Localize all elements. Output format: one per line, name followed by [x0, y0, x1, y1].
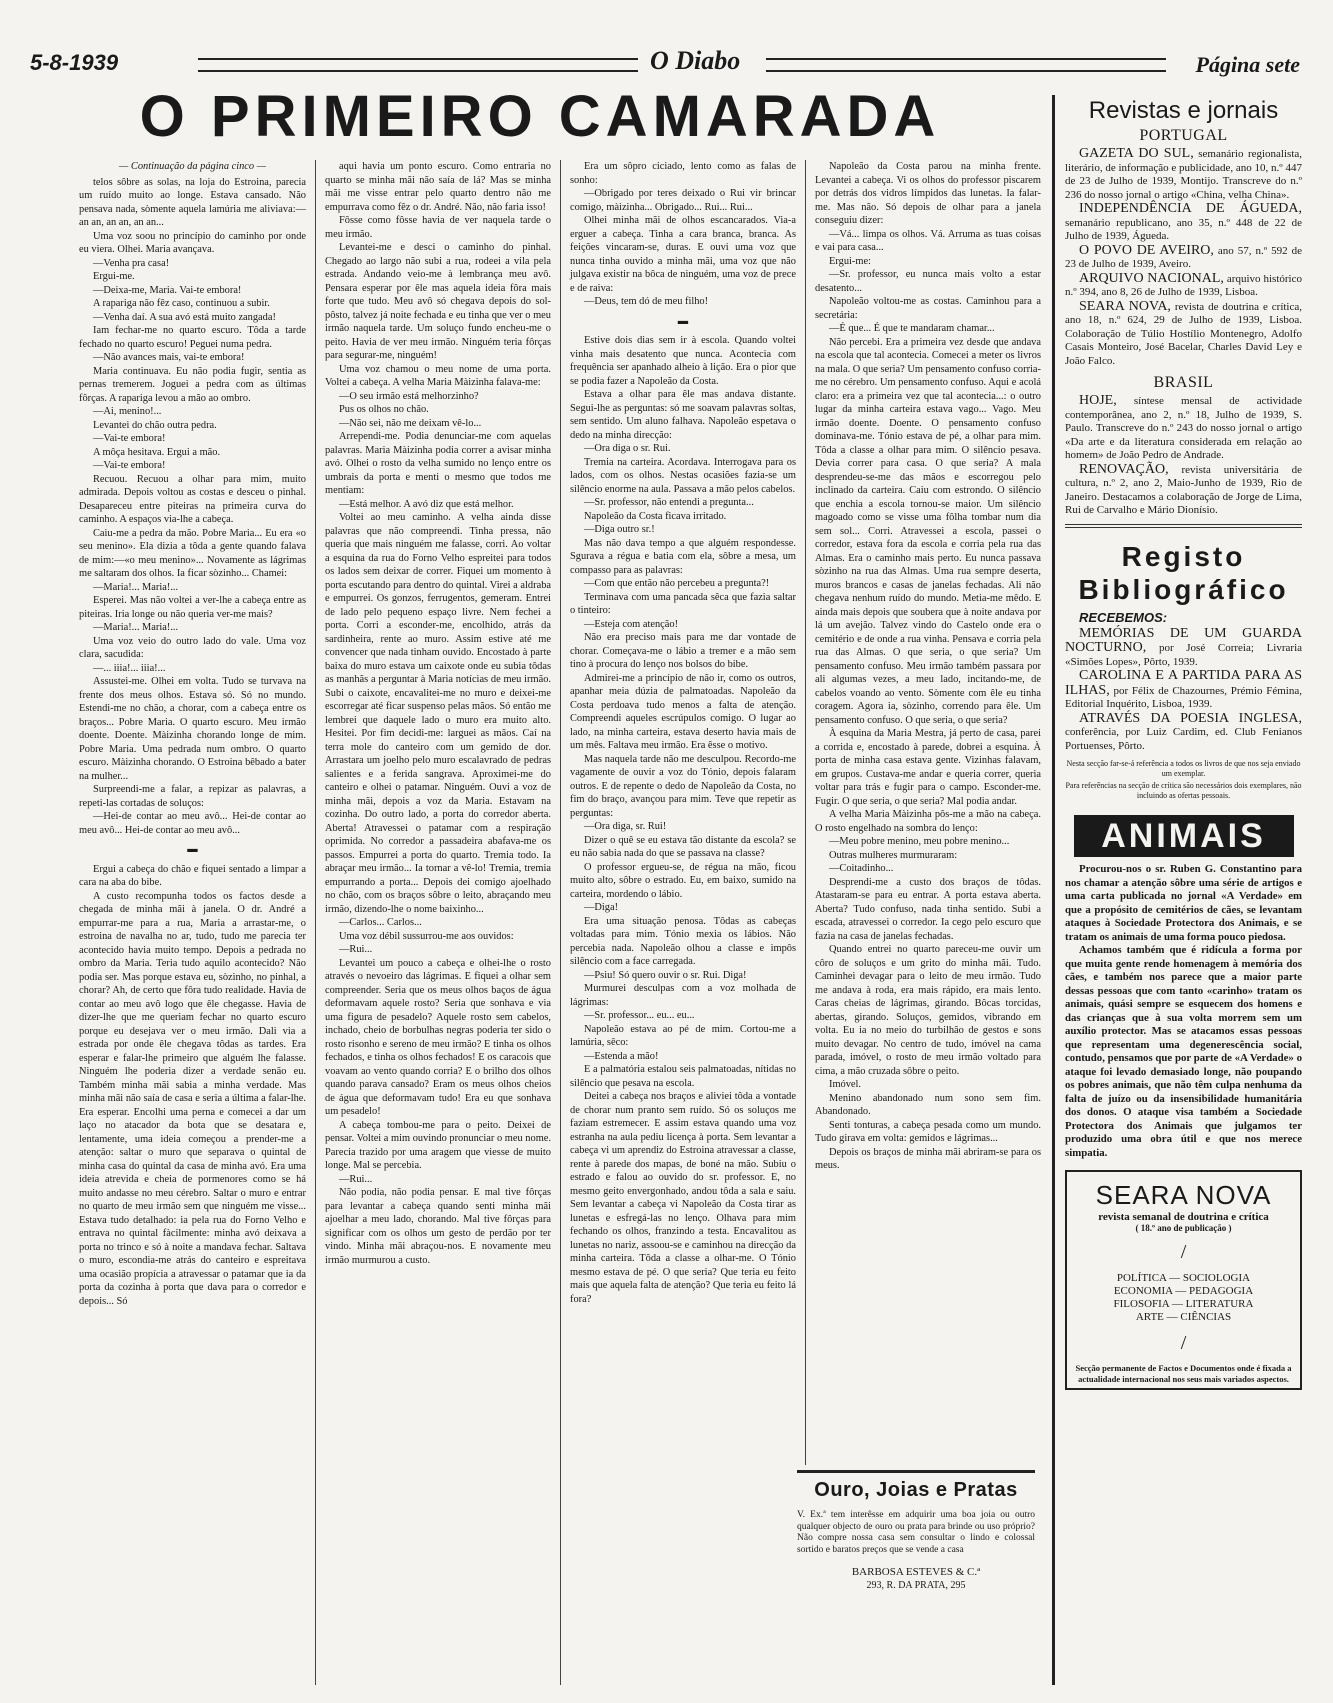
portugal-entries — [1065, 147, 1302, 368]
article-paragraph: Levantei do chão outra pedra. — [93, 419, 217, 431]
periodical-details: semanário republicano, ano 35, n.º 448 de 22 de Julho de 1939, Águeda. — [1065, 216, 1302, 242]
article-paragraph: —Hei-de contar ao meu avô... Hei-de contar ao meu avô... Hei-de contar ao meu avô... — [79, 811, 306, 836]
article-paragraph: —Meu pobre menino, meu pobre menino... — [829, 836, 1010, 847]
article-paragraph: Napoleão estava ao pé de mim. Cortou-me a lamúria, sêco: — [570, 1023, 796, 1048]
book-entry — [1065, 669, 1302, 712]
article-paragraph: Uma voz chamou o meu nome de uma porta. Voltei a cabeça. A velha Maria Màizinha falava-me: — [325, 363, 551, 388]
book-list — [1065, 627, 1302, 754]
article-paragraph: Quando entrei no quarto pareceu-me ouvir um côro de soluços e um grito do minha mãi. Tudo. Caminhei devagar para o leito de meu irmão. Tudo me andava à roda, era mais rápido, era mais lento. Caras cheias de lágrimas, girando. Bôcas torcidas, abertas, girando. Soluços, gemidos, vibrando em volta. Eu ia no meio do turbilhão de gestos e sons muito devagar. No centro de tudo, imóvel na cama parada, imóvel, o rosto de meu irmão voltado para cima, a mão cruzada sôbre o peito. — [815, 944, 1041, 1077]
article-paragraph: —Estenda a mão! — [584, 1050, 659, 1062]
animais-paragraph: Achamos também que é ridícula a forma por que muita gente rende homenagem à memória dos cães, e também nos parece que a maior parte dessas pessoas que com tanto «carinho» tratam os animais, quási sempre se esquecem dos homens e das crianças que à sua volta morrem sem um auxílio protector. Mas se atacamos essas pessoas que representam uma degenerescência social, contudo, pensamos que por parte de «A Verdade» o ataque foi levado demasiado longe, não poupando os pobres animais, que não têm culpa nenhuma da falta de juízo ou da insensibilidade humanitária dos donos. O ataque visa também a Sociedade Protectora dos Animais que julgamos ter produzido uma obra útil e que nos merece simpatia. — [1065, 944, 1302, 1159]
masthead-rule-right — [766, 58, 1166, 72]
periodical-details: arquivo histórico n.º 394, ano 8, 26 de Julho de 1939, Lisboa. — [1065, 272, 1302, 298]
article-paragraph: —Rui... — [339, 944, 373, 955]
book-title: CAROLINA E A PARTIDA PARA AS ILHAS, — [1065, 668, 1302, 698]
article-paragraph: —É que... É que te mandaram chamar... — [829, 323, 995, 334]
periodical-entry — [1065, 202, 1302, 244]
periodical-name: RENOVAÇÃO, — [1079, 461, 1169, 477]
sidebar-title: Revistas e jornais — [1088, 97, 1279, 124]
note-2: Para referências na secção de crítica são necessários dois exemplares, não incluindo as ofertas pessoais. — [1065, 781, 1302, 800]
country-portugal: PORTUGAL — [1139, 127, 1228, 144]
article-paragraph: —Deus, tem dó de meu filho! — [584, 296, 709, 307]
article-body — [70, 160, 1050, 1685]
article-paragraph: Não percebi. Era a primeira vez desde que andava na escola que tal acontecia. Comecei a meter os livros na mala. O que seria? Um pensamento confuso corria-me no cérebro. Um pensamento confuso. Aqui e acolá claro: era a primeira vez que tal acontecia...: o outro lugar da minha carteira estava vago... Vago. Meu irmão doente. Doente. O pensamento confuso dominava-me. Tónio estava de pé, a olhar para mim. Tôda a classe a olhar para mim. O silêncio pesava. Devia correr para casa. O que seria? A mala desprendeu-se-me das mãos e escorregou pelo inclinado da carteira. Caiu com estrondo. O silêncio que enchia a escola tornou-se maior. Um silêncio magoado como se visse uma fôlha tombar num dia sem sol... Corri. Atravessei a escola, passei o corredor, estava fora da escola e corria pela rua das Almas. Era o caminho mais perto. Eu nunca passava sòzinho na rua das Almas. Uma rua sempre deserta, muros brancos e casas de janelas fechadas. Ali não chegava nenhum ruído do mundo. Metia-me mêdo. E ainda mais depois que soubera que à noite andava por lá um avejão. Talvez vindo do Castelo onde era o cemitério e de onde a rua vinha. Pensava e corria pela rua das Almas. O que seria, o que seria? Um pensamento confuso. Meu irmão também passara por ali algumas vezes, a meu lado, incitando-me, de cabelos voando ao vento. Sòmente com êle eu tinha coragem. Agora ia, sòzinho, correndo para êle. Um pensamento confuso. O que seria, o que seria? — [815, 336, 1041, 726]
periodical-entry — [1065, 272, 1302, 300]
article-paragraph: —Deixa-me, Maria. Vai-te embora! — [93, 284, 242, 296]
article-paragraph: —... iiia!... iiia!... — [93, 662, 166, 674]
article-paragraph: —Esteja com atenção! — [584, 618, 679, 630]
masthead — [30, 46, 1300, 80]
newspaper-name: O Diabo — [650, 46, 741, 75]
registo-line-2: Bibliográfico — [1078, 573, 1289, 605]
periodical-name: GAZETA DO SUL, — [1079, 146, 1194, 161]
article-paragraph: Estava a olhar para êle mas andava distante. Segui-lhe as perguntas: só me soavam palavras soltas, sem sentido. Um aluno falhava. Napoleão espetava o dedo na minha direcção: — [570, 389, 796, 441]
article-paragraph: Ergui a cabeça do chão e fiquei sentado a limpar a cara na aba do bibe. — [79, 863, 306, 888]
article-paragraph: Fôsse como fôsse havia de ver naquela tarde o meu irmão. — [325, 215, 551, 240]
article-paragraph: —Maria!... Maria!... — [93, 581, 179, 593]
article-paragraph: O professor ergueu-se, de régua na mão, ficou muito alto, sôbre o estrado. Eu, em baixo, sumido na carteira, mordendo o lábio. — [570, 861, 796, 900]
article-paragraph: Depois os braços de minha mãi abriram-se para os meus. — [815, 1146, 1041, 1171]
article-paragraph: Era uma situação penosa. Tôdas as cabeças voltadas para mim. Tónio mexia os lábios. Não percebia nada. Napoleão olhou a classe e impôs silêncio com a face carregada. — [570, 915, 796, 967]
periodical-details: síntese mensal de actividade contemporânea, ano 2, n.º 18, Julho de 1939, S. Paulo. Transcreve do n.º 243 do nosso jornal o artigo «Da arte e da literatura considerada em relação ao homem» de João Pedro de Andrade. — [1065, 395, 1303, 461]
periodical-entry — [1065, 463, 1302, 518]
seara-subject: ARTE — CIÊNCIAS — [1135, 1311, 1232, 1323]
article-paragraph: Desprendi-me a custo dos braços de tôdas. Atastaram-se para eu entrar. A porta estava aberta. Aberta? Tudo confuso, nada tinha sentido. Subi a escada, atravessei o corredor. Ia cego pelo escuro que fazia na casa de janelas fechadas. — [815, 876, 1041, 942]
article-paragraph: —Vai-te embora! — [93, 433, 166, 444]
article-paragraph: Murmurei desculpas com a voz molhada de lágrimas: — [570, 983, 796, 1008]
article-paragraph: —O seu irmão está melhorzinho? — [339, 390, 479, 402]
book-entry — [1065, 627, 1302, 670]
article-paragraph: A rapariga não fêz caso, continuou a subir. — [93, 298, 270, 309]
article-column-1 — [70, 160, 315, 1685]
ad-title: Ouro, Joias e Pratas — [814, 1479, 1018, 1501]
seara-title: SEARA NOVA — [1095, 1180, 1272, 1210]
article-paragraph: Uma voz veio do outro lado do vale. Uma voz clara, sacudida: — [79, 635, 306, 660]
article-paragraph: Outras mulheres murmuraram: — [829, 849, 958, 861]
article-paragraph: Pus os olhos no chão. — [339, 404, 429, 415]
seara-subject: FILOSOFIA — LITERATURA — [1113, 1298, 1254, 1310]
article-paragraph: Ergui-me. — [93, 271, 135, 282]
article-paragraph: Assustei-me. Olhei em volta. Tudo se turvava na frente dos meus olhos. Estava só. Só no mundo. Estendi-me no chão, a chorar, com a cabeça entre os braços... Pobre Maria. O quarto escuro. Meu irmão doente. Doente. Màizinha chorando longe de mim. Pobre Maria. Uma pedrada num ombro. O quarto escuro. Màizinha chorando. O Estroina bêbado a bater na mulher... — [79, 676, 306, 782]
periodical-name: SEARA NOVA, — [1079, 298, 1171, 314]
seara-footer: Secção permanente de Factos e Documentos onde é fixada a actualidade internacional nos seus mais variados aspectos. — [1075, 1363, 1292, 1384]
article-paragraph: —Sr. professor, eu nunca mais volto a estar desatento... — [815, 269, 1041, 294]
article-paragraph: —Sr. professor... eu... eu... — [584, 1010, 695, 1021]
article-paragraph: E a palmatória estalou seis palmatoadas, nítidas no silêncio que pesava na escola. — [570, 1064, 796, 1089]
article-paragraph: A velha Maria Màizinha pôs-me a mão na cabeça. O rosto engelhado na sombra do lenço: — [815, 809, 1041, 834]
ad-body: V. Ex.ª tem interêsse em adquirir uma boa joia ou outro qualquer objecto de ouro ou prata para brinde ou uso próprio? Não compre nossa casa sem consultar o lindo e colossal sortido e baratos preços que se vende a casa — [797, 1510, 1035, 1555]
article-paragraph: Mas naquela tarde não me desculpou. Recordo-me vagamente de ouvir a voz do Tónio, depois falaram outros. E de repente o dedo de Napoleão da Costa, no fim do braço, avançou para mim. Teve que repetir as perguntas: — [570, 753, 796, 819]
periodical-name: HOJE, — [1079, 393, 1117, 408]
seara-nova-ad — [1065, 1170, 1302, 1390]
divider — [1065, 524, 1302, 528]
seara-subtitle: revista semanal de doutrina e crítica — [1098, 1211, 1269, 1223]
seara-year: ( 18.º ano de publicação ) — [1135, 1223, 1232, 1233]
article-paragraph: Tremia na carteira. Acordava. Interrogava para os lados, com os olhos. Nestas ocasiões fazia-se um silêncio enorme na aula. Passava a mão pelos cabelos. — [570, 456, 796, 495]
note-1: Nesta secção far-se-á referência a todos os livros de que nos seja enviado um exemplar. — [1066, 759, 1301, 778]
periodical-entry — [1065, 394, 1302, 463]
article-paragraph: Napoleão voltou-me as costas. Caminhou para a secretária: — [815, 296, 1041, 321]
periodical-entry — [1065, 244, 1302, 272]
book-details: por Félix de Chazournes, Prémio Fémina, Editorial Inquérito, Lisboa, 1939. — [1065, 684, 1302, 710]
article-paragraph: A cabeça tombou-me para o peito. Deixei de pensar. Voltei a mim ouvindo pronunciar o meu nome. Parecia trazido por uma aragem que viesse de muito longe. Mal se percebia. — [325, 1119, 551, 1171]
article-paragraph: Não podia, não podia pensar. E mal tive fôrças para levantar a cabeça quando senti minha mãi ajoelhar a meu lado, chorando. Mal tive fôrças para significar com os olhos um gesto de perdão por ter vindo. Minha mãi abraçou-nos. E novamente meu irmão murmurou a custo. — [325, 1187, 551, 1266]
article-paragraph: Admirei-me a princípio de não ir, como os outros, apanhar meia dúzia de palmatoadas. Napoleão da Costa perdoava tudo menos a falta de atenção. Compreendi aqueles escrúpulos comigo. O lugar ao lado, na minha carteira, estava deserto havia mais de um mês. Faltava meu irmão. Era êsse o motivo. — [570, 672, 796, 751]
article-paragraph: —Coitadinho... — [829, 863, 894, 874]
article-paragraph: Napoleão da Costa parou na minha frente. Levantei a cabeça. Vi os olhos do professor piscarem por detrás dos vidros límpidos das lunetas. Ia falar-me. Mas não. Só depois de olhar para a janela conseguiu dizer: — [815, 161, 1041, 226]
article-paragraph: Terminava com uma pancada sêca que fazia saltar o tinteiro: — [570, 591, 796, 616]
animais-title: ANIMAIS — [1074, 815, 1294, 857]
article-paragraph: —Não avances mais, vai-te embora! — [93, 352, 245, 363]
periodical-details: revista universitária de cultura, n.º 2, ano 2, Maio-Junho de 1939, Rio de Janeiro. Destacamos a colaboração de Jorge de Lima, Rui de Carvalho e Mário Dionísio. — [1065, 463, 1302, 516]
article-paragraph: Levantei um pouco a cabeça e olhei-lhe o rosto através o nevoeiro das lágrimas. E fiquei a olhar sem compreender. Seria que os meus olhos baços de água deformavam aquele rosto? Seria que sonhava e via uma figura de pesadelo? Aquele rosto sem cabelos, inchado, cheio de borbulhas negras poderia ter sido o rosto risonho e sereno de meu irmão? E tinha os olhos fechados, e tinha os olhos fechados! E os caracois que voavam ao vento quando corria? E o brilho dos olhos quando parava cansado? Eram os meus olhos cheios de água que deformavam tudo! Era eu que sonhava um pesadelo! — [325, 957, 551, 1117]
country-brasil: BRASIL — [1153, 374, 1214, 391]
animais-paragraph: Procurou-nos o sr. Ruben G. Constantino para nos chamar a atenção sôbre uma série de artigos e uma carta publicada no jornal «A Verdade» em que a propósito de cemitérios de cães, se levantam ataques à Sociedade Protectora dos Animais, e se tratam os animais de uma forma pouco piedosa. — [1065, 863, 1302, 943]
registo-heading — [1065, 540, 1302, 606]
article-paragraph: À esquina da Maria Mestra, já perto de casa, parei a corrida e, encostado à parede, dobrei a esquina. À porta de minha casa estava gente. Vizinhas falavam, em grupos. Custava-me andar e queria correr, queria voltar para trás e fugir para o campo. Esconder-me. Fugir. O que seria, o que seria? Mal podia andar. — [815, 728, 1041, 807]
ad-signature: BARBOSA ESTEVES & C.ª — [851, 1566, 981, 1578]
seara-slash: / — [1180, 1332, 1187, 1354]
article-paragraph: telos sôbre as solas, na loja do Estroina, parecia um ruído muito ao longe. Estava cansado. Não pensava nada, sòmente aquela lamúria me aliviava:—an an, an an, an an... — [79, 176, 306, 228]
article-paragraph: Voltei ao meu caminho. A velha ainda disse palavras que não compreendi. Tinha pressa, não queria que mais ninguém me falasse, corri. Ao voltar a esquina da rua do Forno Velho espreitei para todos os lados sem deixar de correr. Fiquei um momento à porta escutando para dentro do quintal. Virei a aldraba e empurrei. Os gonzos, ferrugentos, gemeram. Entrei de lado pelo pequeno espaço livre. Nem fechei a porta. Corri a esconder-me, encolhido, atrás da sardinheira, rente ao muro. Assim estive até me convencer que nada tinham ouvido. Encostado à parte baixa do muro estava um caixote onde eu subia tôdas as manhãs a perguntar à Maria notícias de meu irmão. Subi o caixote, encavalitei-me no muro e deixei-me escorregar até ficar suspenso pelas mãos. Só então me lembrei que daquele lado o muro era muito alto. Hesitei. Por fim decidi-me: larguei as mãos. Caí na terra mole do canteiro com um gemido de dor. Arrastara um joelho pelo muro escalavrado de pedras salientes e a ferida sangrava. Aproximei-me do canteiro e olhei o patamar. Ninguém. Ouvi a voz de minha mãi, depois a voz da Maria. Estavam na cozinha. Do outro lado, a porta do corredor aberta. Aberta! Atravessei o patamar com a respiração oprimida. No corredor a passadeira abafava-me os passos. Empurrei a porta do quarto. Tremia todo. Ia abraçar meu irmão... Ia tornar a vê-lo! Tremia, tremia empurrando a porta... Depois dei comigo ajoelhado no chão, com os braços sôbre o leito, abraçando meu irmão, dizendo-lhe o nome baixinho... — [325, 512, 551, 915]
article-paragraph: —Obrigado por teres deixado o Rui vir brincar comigo, màizinha... Obrigado... Rui... Rui... — [570, 188, 796, 213]
periodical-entry — [1065, 147, 1302, 202]
periodical-name: O POVO DE AVEIRO, — [1079, 242, 1214, 258]
seara-subject: POLÍTICA — SOCIOLOGIA — [1116, 1272, 1251, 1284]
article-paragraph: A môça hesitava. Ergui a mão. — [93, 446, 221, 458]
article-paragraph: —Com que então não percebeu a pregunta?! — [584, 578, 770, 589]
book-details: conferência, por Luiz Cardim, ed. Club Fenianos Portuenses, Pôrto. — [1065, 726, 1302, 752]
animais-text — [1065, 863, 1302, 1160]
issue-date: 5-8-1939 — [30, 50, 119, 75]
article-paragraph: aqui havia um ponto escuro. Como entraria no quarto se minha mãi não saía de lá? Mas se minha mãi me visse entrar pelo quarto dentro não me empurrava como fêz o dr. André. Não, não faria isso! — [325, 161, 551, 213]
seara-subject: ECONOMIA — PEDAGOGIA — [1113, 1285, 1254, 1297]
article-paragraph: Era um sôpro ciciado, lento como as falas de sonho: — [570, 161, 796, 186]
article-paragraph: —Ora diga, sr. Rui! — [584, 821, 667, 832]
article-paragraph: —Está melhor. A avó diz que está melhor. — [339, 498, 514, 510]
ad-address: 293, R. DA PRATA, 295 — [866, 1580, 966, 1591]
article-paragraph: Iam fechar-me no quarto escuro. Tôda a tarde fechado no quarto escuro! Peguei numa pedra. — [79, 325, 306, 350]
article-paragraph: —Psiu! Só quero ouvir o sr. Rui. Diga! — [584, 969, 747, 981]
article-paragraph: Dizer o quê se eu estava tão distante da escola? se eu não sabia nada do que se passava na classe? — [570, 834, 796, 859]
article-column-2 — [315, 160, 560, 1685]
article-paragraph: —Ora diga o sr. Rui. — [584, 443, 671, 454]
article-paragraph: Maria continuava. Eu não podia fugir, sentia as pernas tremerem. Joguei a pedra com as últimas fôrças. A rapariga levou a mão ao ombro. — [79, 365, 306, 404]
article-column-3 — [560, 160, 805, 1685]
article-paragraph: Uma voz soou no princípio do caminho por onde eu viera. Olhei. Maria avançava. — [79, 230, 306, 255]
article-paragraph: Caiu-me a pedra da mão. Pobre Maria... Eu era «o seu menino». Ela dizia a tôda a gente quando falava de mim:—«o meu menino»... Novamente as lágrimas me saltaram dos olhos. Ia ficar sòzinho... Chamei: — [79, 527, 306, 579]
article-paragraph: Mas não dava tempo a que alguém respondesse. Sgurava a régua e batia com ela, sôbre a mesa, um compasso para as palavras: — [570, 537, 796, 576]
book-details: por José Correia; Livraria «Simões Lopes», Pôrto, 1939. — [1065, 642, 1303, 668]
article-paragraph: —Não sei, não me deixam vê-lo... — [339, 417, 482, 429]
article-paragraph: —Diga! — [584, 902, 619, 913]
article-paragraph: Ergui-me: — [829, 255, 871, 267]
brasil-entries — [1065, 394, 1302, 518]
periodical-details: ano 57, n.º 592 de 23 de Julho de 1939, Aveiro. — [1065, 244, 1302, 270]
periodical-name: INDEPENDÊNCIA DE ÁGUEDA, — [1079, 201, 1302, 216]
article-paragraph: Imóvel. — [829, 1079, 862, 1090]
book-entry — [1065, 712, 1302, 754]
article-column-4 — [805, 160, 1050, 1465]
article-paragraph: Arrependi-me. Podia denunciar-me com aquelas palavras. Maria Màizinha podia correr a avisar minha avó. Olhei o rosto da velha sumido no lenço entre os umbrais da porta e menti o mesmo que todos me mentiam: — [325, 431, 551, 496]
article-paragraph: — Continuação da página cinco — — [119, 161, 266, 172]
periodical-details: revista de doutrina e crítica, ano 18, n.º 624, 29 de Julho de 1939, Lisboa. Colaboração de Túlio Hostílio Montenegro, Adolfo Casais Monteiro, José Bacelar, Charles David Ley e João Falco. — [1065, 300, 1302, 367]
article-paragraph: Olhei minha mãi de olhos escancarados. Via-a erguer a cabeça. Tinha a cara branca, branca. As feições vincaram-se, duras. E ouvi uma voz que nunca tinha ouvido a minha mãi, uma voz que não julgava existir na bôca de ninguém, uma voz de prece e de raiva: — [570, 215, 796, 294]
registo-line-1: Registo — [1121, 540, 1246, 572]
book-title: ATRAVÉS DA POESIA INGLESA, — [1079, 710, 1302, 726]
periodical-name: ARQUIVO NACIONAL, — [1079, 270, 1224, 286]
article-paragraph: Uma voz débil sussurrou-me aos ouvidos: — [339, 930, 514, 942]
seara-slash: / — [1180, 1241, 1187, 1263]
jewelry-advertisement — [797, 1470, 1035, 1680]
article-paragraph: —Vai-te embora! — [93, 460, 166, 471]
article-headline: O PRIMEIRO CAMARADA — [139, 84, 941, 149]
article-paragraph: —Vá... limpa os olhos. Vá. Arruma as tuas coisas e vai para casa... — [815, 228, 1041, 253]
article-paragraph: ▬ — [677, 315, 689, 327]
article-paragraph: —Venha daí. A sua avó está muito zangada! — [93, 311, 276, 323]
article-paragraph: —Venha pra casa! — [93, 257, 170, 269]
masthead-rule-left — [198, 58, 638, 72]
article-paragraph: A custo recompunha todos os factos desde a chegada de minha mãi à janela. O dr. André a empurrar-me para a rua, Maria a arrastar-me, o estroina de navalha no ar, tudo, tudo me parecia ter acontecido havia muito tempo. Depois a pedrada no ombro da Maria. Teria tudo aquilo acontecido? Não podia ser. Mas porque estava eu, sòzinho, no pinhal, a chorar? Ah, de certo que fôra tudo realidade. Havia de contar ao meu avô logo que êle chegasse. Havia de dizer-lhe que me queriam fechar no quarto escuro porque eu desejava ver o meu irmão. Dali via a estrada por onde êle chegava tôdas as tardes. Era esperar e falar-lhe primeiro que alguém lhe falasse. Ninguém lhe poderia dizer a verdade senão eu. Também minha mãi sabia a minha verdade. Mas minha mãi não saía de casa e seria a última a falar-lhe. Era esperar. Encolhi uma perna e comecei a dar um laço no atacador da bota que se desatara e, lentamente, uma ideia começou a prender-me a atenção: saltar o muro que separava o quintal de minha casa do quintal da casa de minha avó. Era uma ideia atrevida e cheia de pormenores como se há muito andasse no meu cérebro. Saltar o muro e entrar no quarto de meu irmão sem que ninguém me visse... Estava tudo detalhado: ia pela rua do Forno Velho e entrava no quintal fàcilmente: minha avó deixava a porta no trinco e só à noite a mandava fechar. Saltava o muro, escondia-me atrás do canteiro e espreitava uma ocasião propícia a atravessar o patamar que ia da porta da cozinha à porta que dava para o corredor e depois... Só — [79, 890, 306, 1307]
article-paragraph: —Sr. professor, não entendi a pregunta... — [584, 497, 754, 508]
article-paragraph: —Maria!... Maria!... — [93, 622, 179, 633]
article-paragraph: Não era preciso mais para me dar vontade de chorar. Começava-me o lábio a tremer e a mão sem tino à procura do lenço nos bolsos do bibe. — [570, 632, 796, 670]
article-paragraph: —Carlos... Carlos... — [339, 917, 422, 928]
article-paragraph: Senti tonturas, a cabeça pesada como um mundo. Tudo girava em volta: gemidos e lágrimas... — [815, 1119, 1041, 1144]
article-paragraph: Napoleão da Costa ficava irritado. — [584, 510, 727, 522]
book-title: MEMÓRIAS DE UM GUARDA NOCTURNO, — [1065, 625, 1302, 655]
article-paragraph: Deitei a cabeça nos braços e aliviei tôda a vontade de chorar num pranto sem ruído. Só os soluços me faziam estremecer. E assim estava quando uma voz estranha na aula pediu licença à porta. Sem levantar a cabeça vi um aprendiz do Estroina atravessar a classe, rente à parede dos mapas, de boné na mão. Subiu o estrado e falou ao ouvido do sr. professor. E, no mesmo geito envergonhado, andou tôda a sala e saiu. Sem levantar a cabeça vi Napoleão da Costa tirar as lunetas e esfregá-las no lenço. Olhava para mim fechando os olhos, franzindo a testa. Encavalitou as lunetas no nariz, assoou-se e caminhou na direcção da minha carteira. Tôda a classe a olhar-me. O Tónio mesmo estava de pé. O que seria? Que teria eu feito mais que aquela falta de atenção? Que teria eu feito lá fora? — [570, 1091, 796, 1305]
periodical-details: semanário regionalista, literário, de informação e publicidade, ano 10, n.º 447 de 23 de Julho de 1939, Montijo. Transcreve do n.º 236 do nosso jornal o artigo «China, velha China». — [1065, 148, 1303, 201]
page-number: Página sete — [1195, 52, 1300, 77]
periodical-entry — [1065, 300, 1302, 369]
article-paragraph: Surpreendi-me a falar, a repizar as palavras, a repeti-las cortadas de soluços: — [79, 784, 306, 809]
article-paragraph: ▬ — [187, 844, 198, 855]
article-paragraph: Recuou. Recuou a olhar para mim, muito admirada. Depois voltou as costas e desceu o pinhal. Desapareceu entre piteiras na primeira curva do caminho. A espaços via-lhe a cabeça. — [79, 473, 306, 525]
article-paragraph: Estive dois dias sem ir à escola. Quando voltei vinha mais desatento que nunca. Acontecia com frequência ser apanhado alheio à lição. Era o pior que se podia fazer a Napoleão da Costa. — [570, 335, 796, 387]
article-paragraph: Esperei. Mas não voltei a ver-lhe a cabeça entre as piteiras. Iria longe ou não queria ver-me mais? — [79, 595, 306, 620]
article-paragraph: —Rui... — [339, 1173, 373, 1185]
article-paragraph: —Ai, menino!... — [93, 406, 162, 417]
article-paragraph: Levantei-me e desci o caminho do pinhal. Chegado ao largo não subi a rua, rodeei a vila pela estrada. Andando veio-me à lembrança meu avô. Pensara esperar por êle mas aquela ideia fôra mais forte que tudo. Meu avô só chegava depois do sol-pôsto, talvez já noite fechada e eu tinha que ver o meu irmão naquela tarde. Um soluço fundo encheu-me o peito. Havia de ver meu irmão. Ninguém teria fôrças para segurar-me, ninguém! — [325, 242, 551, 361]
article-paragraph: —Diga outro sr.! — [584, 524, 655, 535]
sidebar — [1052, 95, 1302, 1685]
recebemos-label: RECEBEMOS: — [1079, 609, 1168, 625]
article-paragraph: Menino abandonado num sono sem fim. Abandonado. — [815, 1092, 1041, 1117]
